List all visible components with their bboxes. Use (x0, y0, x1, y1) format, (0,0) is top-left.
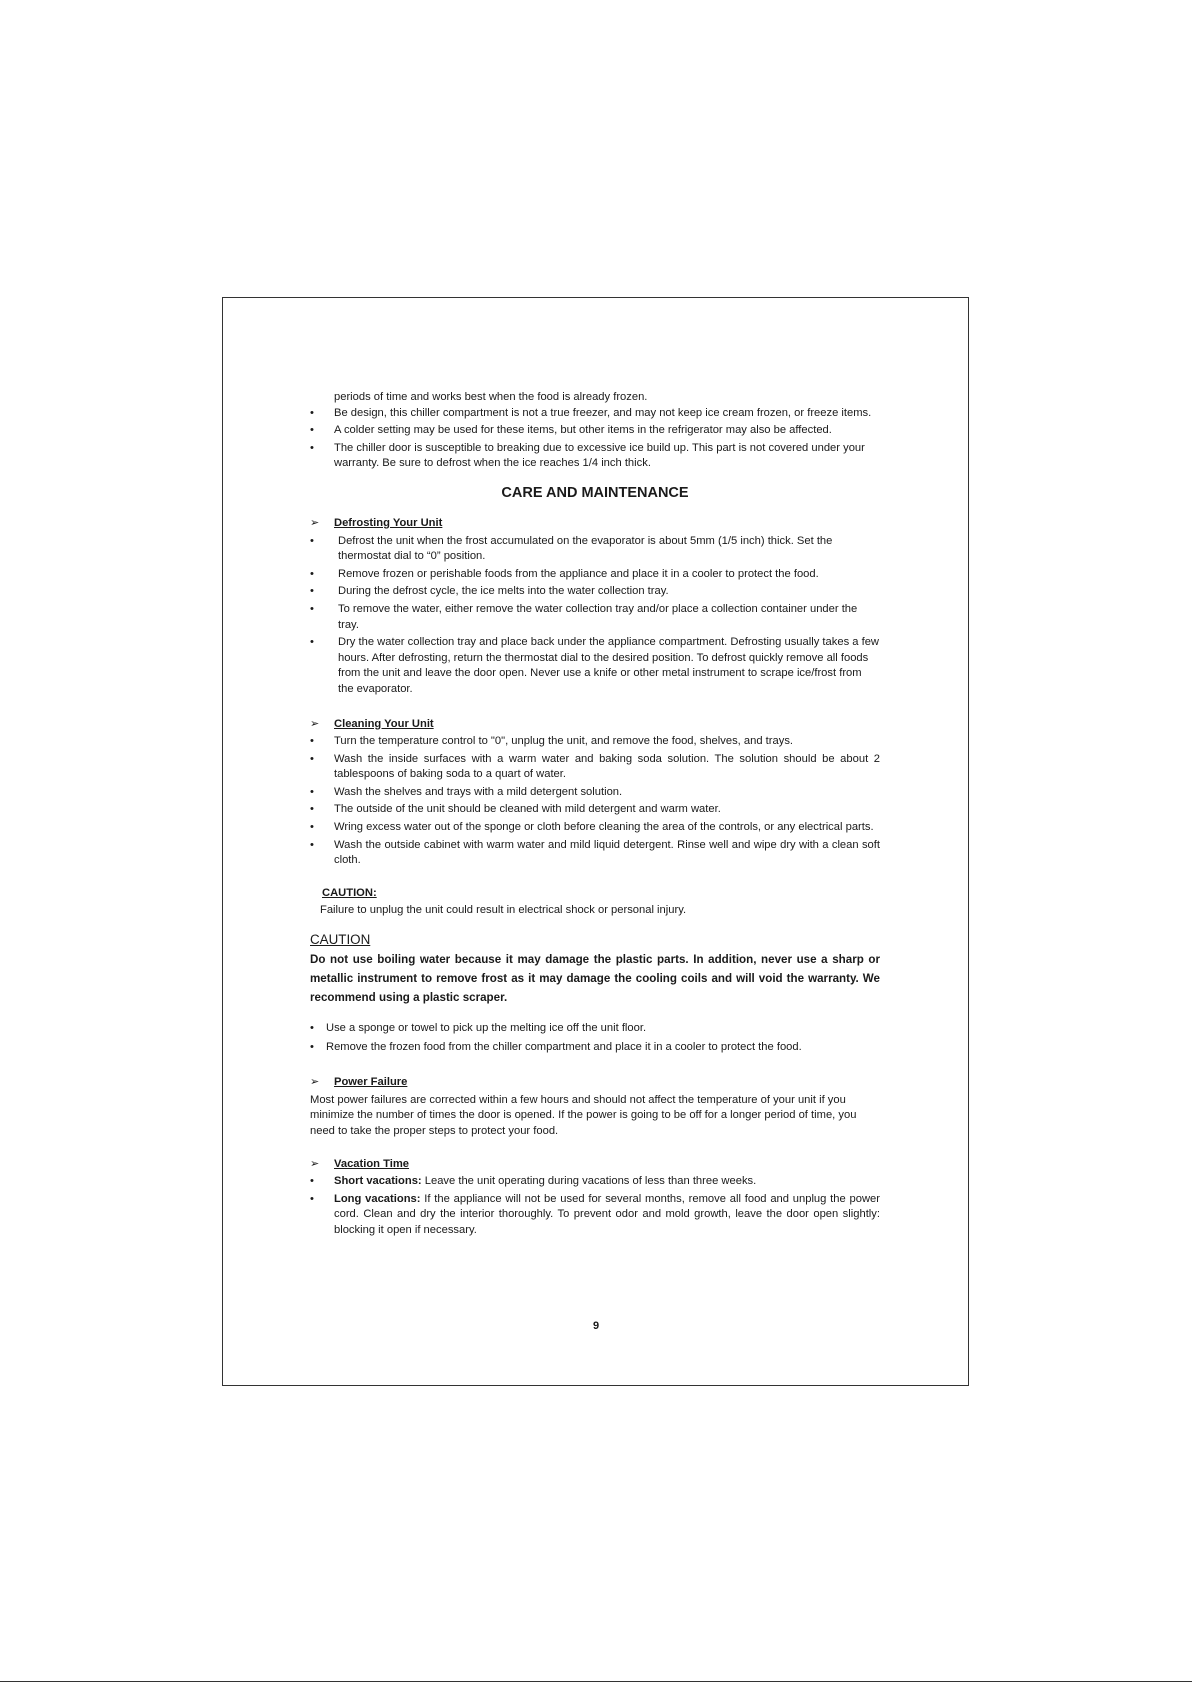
list-item (310, 1192, 880, 1239)
bottom-rule (0, 1681, 1192, 1682)
arrow-bullet-icon: ➢ (310, 717, 320, 730)
arrow-bullet-icon: ➢ (310, 1076, 320, 1089)
list-item: • The chiller door is susceptible to breaking due to excessive ice build up. This part is not covered under your warranty. Be sure to defrost when the ice reaches 1/4 inch thick. (310, 441, 880, 472)
list-item: • Remove frozen or perishable foods from the appliance and place it in a cooler to protect the food. (310, 567, 880, 583)
defrosting-heading (310, 516, 880, 532)
cleaning-heading (310, 717, 880, 733)
defrosting-title: Defrosting Your Unit (334, 516, 443, 529)
short-vacations-label: Short vacations: (334, 1175, 422, 1188)
list-item: • The outside of the unit should be cleaned with mild detergent and warm water. (310, 802, 880, 818)
vacation-title: Vacation Time (334, 1157, 410, 1170)
list-item: • A colder setting may be used for these items, but other items in the refrigerator may also be affected. (310, 423, 880, 439)
short-vacations-text: Leave the unit operating during vacations of less than three weeks. (421, 1175, 757, 1188)
arrow-bullet-icon: ➢ (310, 516, 320, 529)
caution-warning-text: Do not use boiling water because it may damage the plastic parts. In addition, never use a sharp or metallic instrument to remove frost as it may damage the cooling coils and will void the warranty. We recommend using a plastic scraper. (310, 953, 880, 1005)
arrow-bullet-icon: ➢ (310, 1157, 320, 1170)
list-item: • Dry the water collection tray and place back under the appliance compartment. Defrosting usually takes a few hours. After defrosting, return the thermostat dial to the desired position. To defrost quickly remove all foods from the unit and leave the door open. Never use a knife or other metal instrument to scrape ice/frost from the evaporator. (310, 635, 880, 697)
list-item: • Wash the shelves and trays with a mild detergent solution. (310, 785, 880, 801)
section-heading: CARE AND MAINTENANCE (501, 484, 689, 501)
power-failure-text: Most power failures are corrected within a few hours and should not affect the temperature of your unit if you minimize the number of times the door is opened. If the power is going to be off for a longer period of time, you need to take the proper steps to protect your food. (310, 1093, 857, 1137)
list-item: • During the defrost cycle, the ice melts into the water collection tray. (310, 584, 880, 600)
caution-heading: CAUTION (310, 932, 371, 948)
intro-list (310, 406, 880, 472)
power-failure-heading (310, 1075, 880, 1091)
cleaning-list (310, 734, 880, 869)
defrosting-list (310, 534, 880, 698)
caution-label: CAUTION: (322, 886, 377, 899)
long-vacations-text: If the appliance will not be used for several months, remove all food and unplug the power cord. Clean and dry the interior thoroughly. To prevent odor and mold growth, leave the door open slightly: blocking it open if necessary. (334, 1192, 880, 1236)
list-item: • Wash the outside cabinet with warm water and mild liquid detergent. Rinse well and wipe dry with a clean soft cloth. (310, 838, 880, 869)
vacation-list (310, 1174, 880, 1238)
vacation-heading (310, 1157, 880, 1173)
list-item: • Use a sponge or towel to pick up the melting ice off the unit floor. (310, 1021, 880, 1037)
list-item: • Turn the temperature control to "0", unplug the unit, and remove the food, shelves, and trays. (310, 734, 880, 750)
list-item: • To remove the water, either remove the water collection tray and/or place a collection container under the tray. (310, 602, 880, 633)
list-item: • Defrost the unit when the frost accumulated on the evaporator is about 5mm (1/5 inch) thick. Set the thermostat dial to “0” position. (310, 534, 880, 565)
list-item: • Wring excess water out of the sponge or cloth before cleaning the area of the controls, or any electrical parts. (310, 820, 880, 836)
long-vacations-label: Long vacations: (334, 1192, 421, 1205)
page-content (310, 390, 880, 1241)
power-failure-title: Power Failure (334, 1076, 408, 1089)
list-item: • Remove the frozen food from the chiller compartment and place it in a cooler to protect the food. (310, 1040, 880, 1056)
page-number: 9 (592, 1320, 600, 1332)
caution-text: Failure to unplug the unit could result in electrical shock or personal injury. (320, 904, 687, 917)
intro-continuation: periods of time and works best when the food is already frozen. (334, 391, 648, 403)
list-item: • Wash the inside surfaces with a warm water and baking soda solution. The solution should be about 2 tablespoons of baking soda to a quart of water. (310, 752, 880, 783)
extra-list (310, 1021, 880, 1055)
list-item: • Be design, this chiller compartment is not a true freezer, and may not keep ice cream frozen, or freeze items. (310, 406, 880, 422)
cleaning-title: Cleaning Your Unit (334, 717, 434, 730)
list-item (310, 1174, 880, 1190)
